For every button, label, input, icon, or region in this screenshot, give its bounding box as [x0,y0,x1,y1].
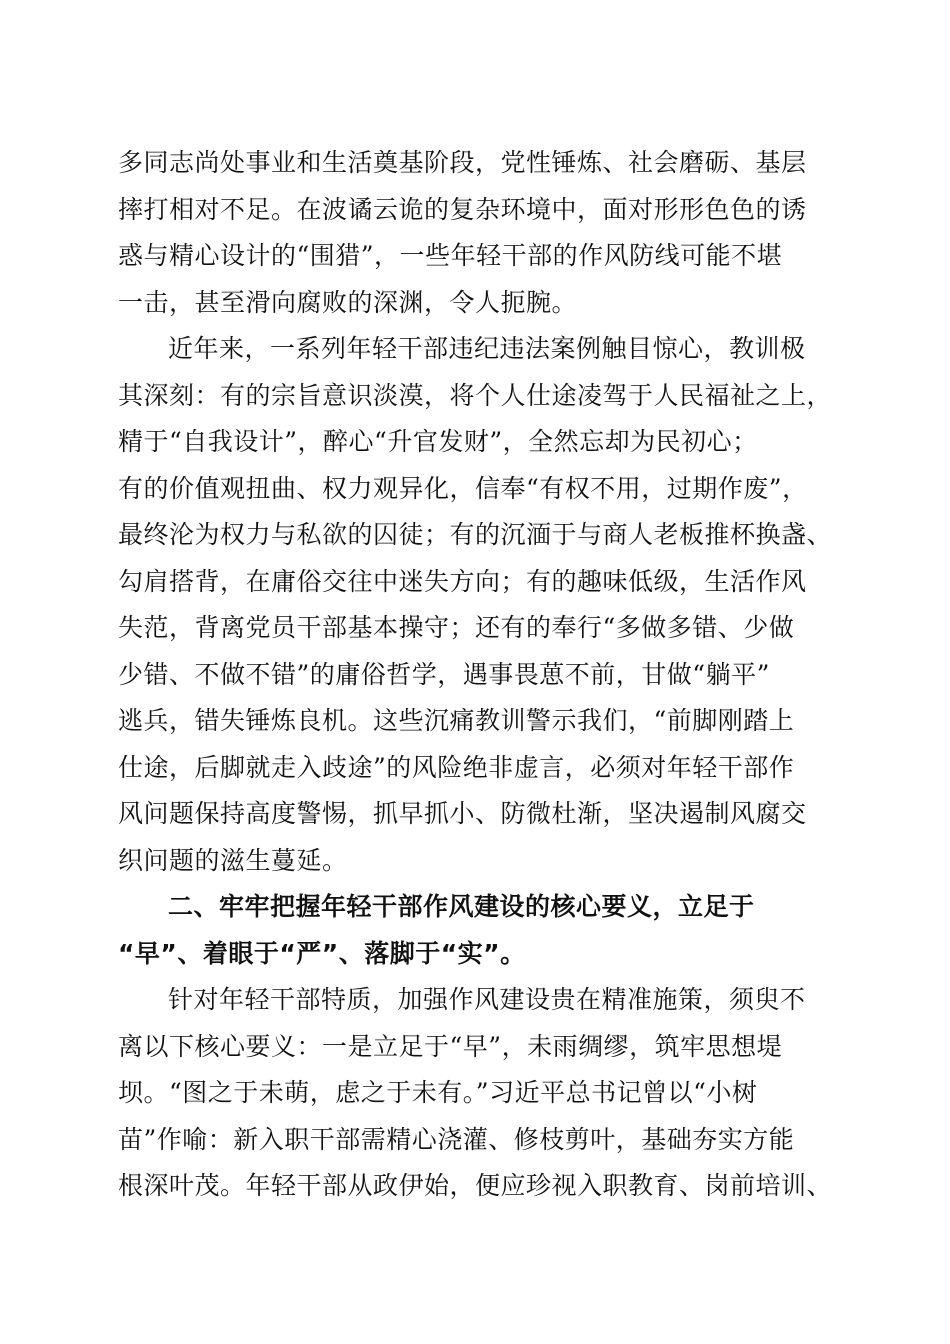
text-line: 失范，背离党员干部基本操守；还有的奉行“多做多错、少做 [118,613,795,642]
paragraph-3 [118,977,833,1210]
text-line: 一击，甚至滑向腐败的深渊，令人扼腕。 [118,287,578,317]
section-heading [118,884,833,977]
text-line: 惑与精心设计的“围猎”，一些年轻干部的作风防线可能不堪 [118,241,783,270]
text-line: 逃兵，错失锤炼良机。这些沉痛教训警示我们，“前脚刚踏上 [118,706,795,735]
text-line: 近年来，一系列年轻干部违纪违法案例触目惊心，教训极 [168,334,806,363]
text-line: 最终沦为权力与私欲的囚徒；有的沉湎于与商人老板推杯换盏、 [118,520,833,549]
text-line: 仕途，后脚就走入歧途”的风险绝非虚言，必须对年轻干部作 [118,752,795,782]
heading-line: “早”、着眼于“严”、落脚于“实”。 [118,938,526,968]
text-line: 摔打相对不足。在波谲云诡的复杂环境中，面对形形色色的诱 [118,194,807,224]
paragraph-2 [118,326,833,884]
text-line: 其深刻：有的宗旨意识淡漠，将个人仕途凌驾于人民福祉之上， [118,380,833,410]
text-line: 根深叶茂。年轻干部从政伊始，便应珍视入职教育、岗前培训、 [118,1171,833,1200]
heading-line: 二、牢牢把握年轻干部作风建设的核心要义，立足于 [168,892,755,921]
text-line: 针对年轻干部特质，加强作风建设贵在精准施策，须臾不 [168,985,806,1014]
text-line: 勾肩搭背，在庸俗交往中迷失方向；有的趣味低级，生活作风 [118,566,807,596]
paragraph-1 [118,140,833,326]
text-line: 精于“自我设计”，醉心“升官发财”，全然忘却为民初心； [118,427,758,456]
text-line: 苗”作喻：新入职干部需精心浇灌、修枝剪叶，基础夯实方能 [118,1124,795,1154]
text-line: 多同志尚处事业和生活奠基阶段，党性锤炼、社会磨砺、基层 [118,148,807,177]
text-line: 风问题保持高度警惕，抓早抓小、防微杜渐，坚决遏制风腐交 [118,799,807,828]
text-line: 离以下核心要义：一是立足于“早”，未雨绸缪，筑牢思想堤 [118,1031,783,1061]
text-line: 织问题的滋生蔓延。 [118,845,348,875]
text-line: 有的价值观扭曲、权力观异化，信奉“有权不用，过期作废”， [118,473,808,503]
text-line: 少错、不做不错”的庸俗哲学，遇事畏葸不前，甘做“躺平” [118,659,770,689]
document-page [118,140,833,1210]
text-line: 坝。“图之于未萌，虑之于未有。”习近平总书记曾以“小树 [118,1078,758,1107]
